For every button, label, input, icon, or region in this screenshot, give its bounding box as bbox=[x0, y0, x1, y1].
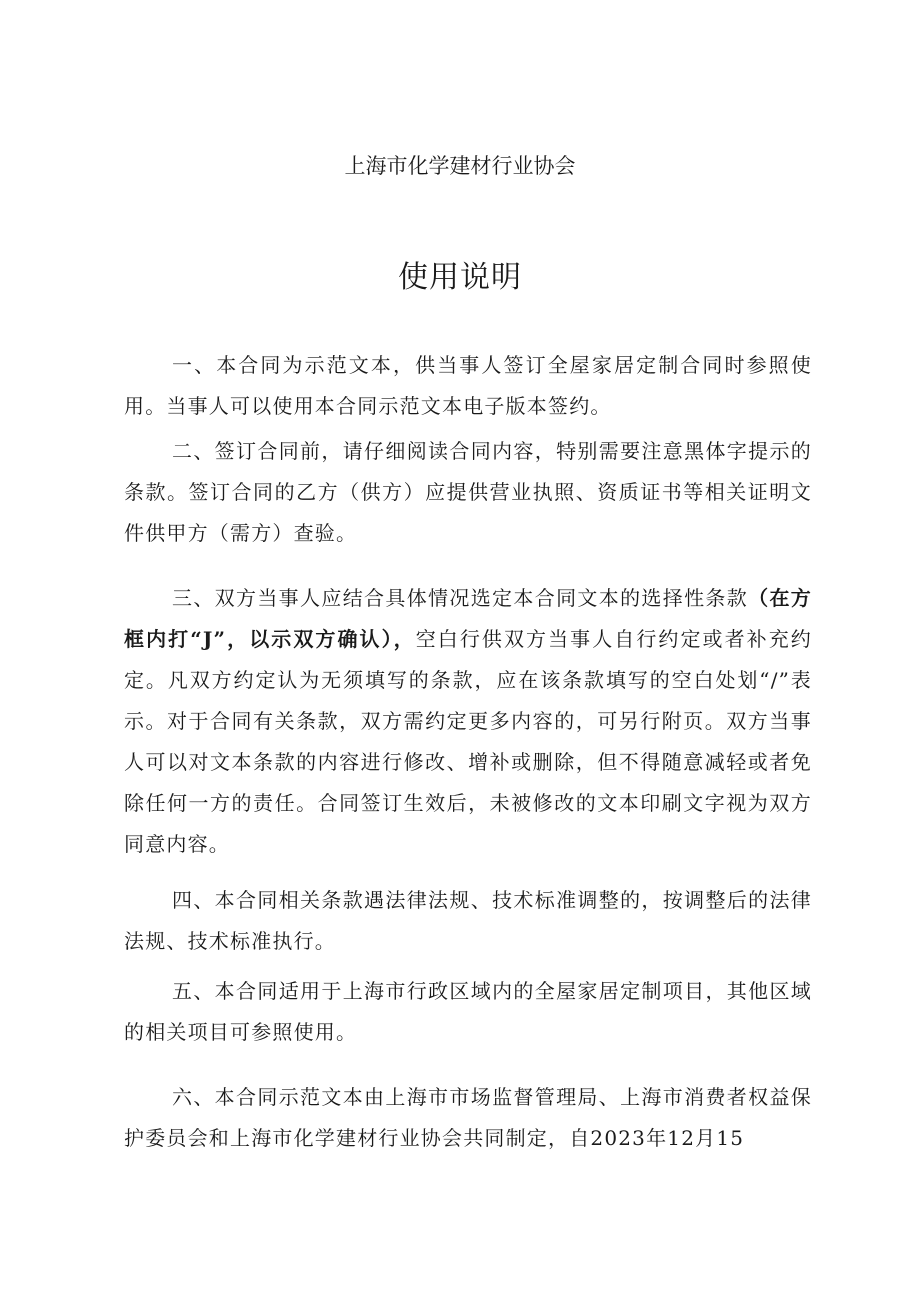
document-title: 使用说明 bbox=[398, 260, 522, 295]
paragraph-3 bbox=[124, 578, 812, 865]
paragraph-6: 六、本合同示范文本由上海市市场监督管理局、上海市消费者权益保护委员会和上海市化学建材行业协会共同制定，自2023年12月15 bbox=[124, 1085, 812, 1150]
organization-name: 上海市化学建材行业协会 bbox=[344, 154, 576, 178]
paragraph-2: 二、签订合同前，请仔细阅读合同内容，特别需要注意黑体字提示的条款。签订合同的乙方（供方）应提供营业执照、资质证书等相关证明文件供甲方（需方）查验。 bbox=[124, 439, 812, 545]
paragraph-4: 四、本合同相关条款遇法律法规、技术标准调整的，按调整后的法律法规、技术标准执行。 bbox=[124, 888, 812, 953]
paragraph-5: 五、本合同适用于上海市行政区域内的全屋家居定制项目，其他区域的相关项目可参照使用。 bbox=[124, 979, 812, 1044]
paragraph-3-part-b: 空白行供双方当事人自行约定或者补充约定。凡双方约定认为无须填写的条款，应在该条款填写的空白处划“/”表示。对于合同有关条款，双方需约定更多内容的，可另行附页。双方当事人可以对文本条款的内容进行修改、增补或删除，但不得随意减轻或者免除任何一方的责任。合同签订生效后，未被修改的文本印刷文字视为双方同意内容。 bbox=[124, 627, 812, 856]
paragraph-3-part-a: 三、双方当事人应结合具体情况选定本合同文本的选择性条款 bbox=[172, 586, 749, 610]
paragraph-3-bold-note: （在方框内打“J”，以示双方确认）， bbox=[124, 586, 812, 651]
paragraph-1: 一、本合同为示范文本，供当事人签订全屋家居定制合同时参照使用。当事人可以使用本合同示范文本电子版本签约。 bbox=[124, 353, 812, 418]
